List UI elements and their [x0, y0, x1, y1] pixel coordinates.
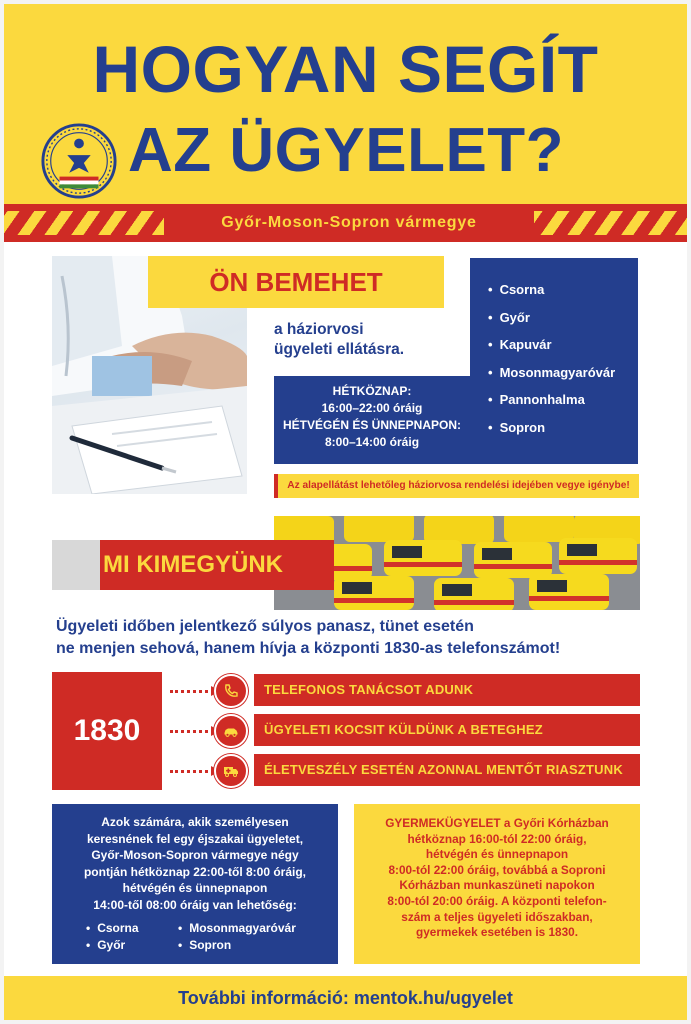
- list-item: • Mosonmagyaróvár: [488, 365, 638, 393]
- hazard-stripes-right: [534, 211, 687, 235]
- footer-info: További információ: mentok.hu/ugyelet: [4, 976, 687, 1020]
- poster: [4, 4, 687, 1020]
- weekend-label: HÉTVÉGÉN ÉS ÜNNEPNAPON:: [282, 418, 462, 432]
- alapellatas-note: Az alapellátást lehetőleg háziorvosa rendelési idejében vegye igénybe!: [274, 474, 639, 498]
- child-line: hétköznap 16:00-tól 22:00 óráig,: [407, 831, 587, 846]
- list-item: • Kapuvár: [488, 337, 638, 365]
- paragraph-line-2: ne menjen sehová, hanem hívja a központi 1830-as telefonszámot!: [56, 640, 561, 657]
- subtitle-line-1: a háziorvosi: [274, 321, 364, 338]
- ambulance-icon: [214, 754, 248, 788]
- title-line-2: AZ ÜGYELET?: [128, 116, 565, 185]
- subtitle-line-2: ügyeleti ellátásra.: [274, 341, 405, 358]
- child-line: 8:00-tól 20:00 óráig. A központi telefon-: [387, 893, 607, 908]
- on-bemehet-heading: ÖN BEMEHET: [148, 256, 444, 308]
- service-bar-phone: TELEFONOS TANÁCSOT ADUNK: [254, 674, 640, 706]
- paragraph-line-1: Ügyeleti időben jelentkező súlyos panasz, tünet esetén: [56, 618, 474, 635]
- phone-icon: [214, 674, 248, 708]
- mi-kimegyunk-heading: [52, 540, 334, 590]
- weekend-time: 8:00–14:00 óráig: [324, 435, 420, 449]
- mi-kimegyunk-label: MI KIMEGYÜNK: [103, 551, 283, 578]
- night-line: keresnének fel egy éjszakai ügyeletet,: [86, 831, 304, 846]
- list-item: • Mosonmagyaróvár: [178, 920, 296, 937]
- child-duty-box: [354, 804, 640, 964]
- service-bar-ambulance: ÉLETVESZÉLY ESETÉN AZONNAL MENTŐT RIASZTUNK: [254, 754, 640, 786]
- night-line: pontján hétköznap 22:00-től 8:00 óráig,: [83, 864, 307, 879]
- night-line: Győr-Moson-Sopron vármegye négy: [91, 848, 299, 862]
- list-item: • Sopron: [488, 420, 638, 448]
- city-list: [470, 258, 638, 464]
- child-line: hétvégén és ünnepnapon: [425, 847, 569, 862]
- child-line: Kórházban munkaszüneti napokon: [399, 878, 595, 893]
- list-item: • Csorna: [488, 282, 638, 310]
- title-line-1: HOGYAN SEGÍT: [92, 32, 599, 106]
- weekday-time: 16:00–22:00 óráig: [321, 401, 423, 415]
- car-icon: [214, 714, 248, 748]
- dotted-arrow-icon: [170, 730, 214, 733]
- list-item: • Csorna: [86, 920, 139, 937]
- night-line: 14:00-től 08:00 óráig van lehetőség:: [93, 897, 297, 912]
- child-line: GYERMEKÜGYELET a Győri Kórházban: [385, 816, 609, 830]
- county-label: Győr-Moson-Sopron vármegye: [221, 214, 477, 231]
- dotted-arrow-icon: [170, 690, 214, 693]
- night-city-list-2: [178, 920, 296, 954]
- list-item: • Sopron: [178, 937, 296, 954]
- night-line: hétvégén és ünnepnapon: [122, 881, 268, 895]
- night-line: Azok számára, akik személyesen: [101, 815, 289, 829]
- child-line: 8:00-tól 22:00 óráig, továbbá a Soproni: [388, 862, 606, 877]
- county-band: [4, 204, 687, 242]
- list-item: • Pannonhalma: [488, 392, 638, 420]
- phone-number-1830: 1830: [52, 672, 162, 790]
- child-line: gyermekek esetében is 1830.: [416, 925, 578, 940]
- night-duty-box: [52, 804, 338, 964]
- night-city-list-1: [86, 920, 139, 954]
- child-line: szám a teljes ügyeleti időszakban,: [401, 909, 593, 924]
- weekday-label: HÉTKÖZNAP:: [332, 384, 412, 398]
- header: [4, 4, 687, 204]
- list-item: • Győr: [86, 937, 139, 954]
- dotted-arrow-icon: [170, 770, 214, 773]
- ugyeleti-subtitle: [274, 320, 404, 360]
- hazard-stripes-left: [4, 211, 164, 235]
- ugyelet-logo-icon: [40, 122, 118, 200]
- list-item: • Győr: [488, 310, 638, 338]
- service-bar-car: ÜGYELETI KOCSIT KÜLDÜNK A BETEGHEZ: [254, 714, 640, 746]
- opening-hours-box: [274, 376, 470, 464]
- emergency-paragraph: [56, 616, 646, 660]
